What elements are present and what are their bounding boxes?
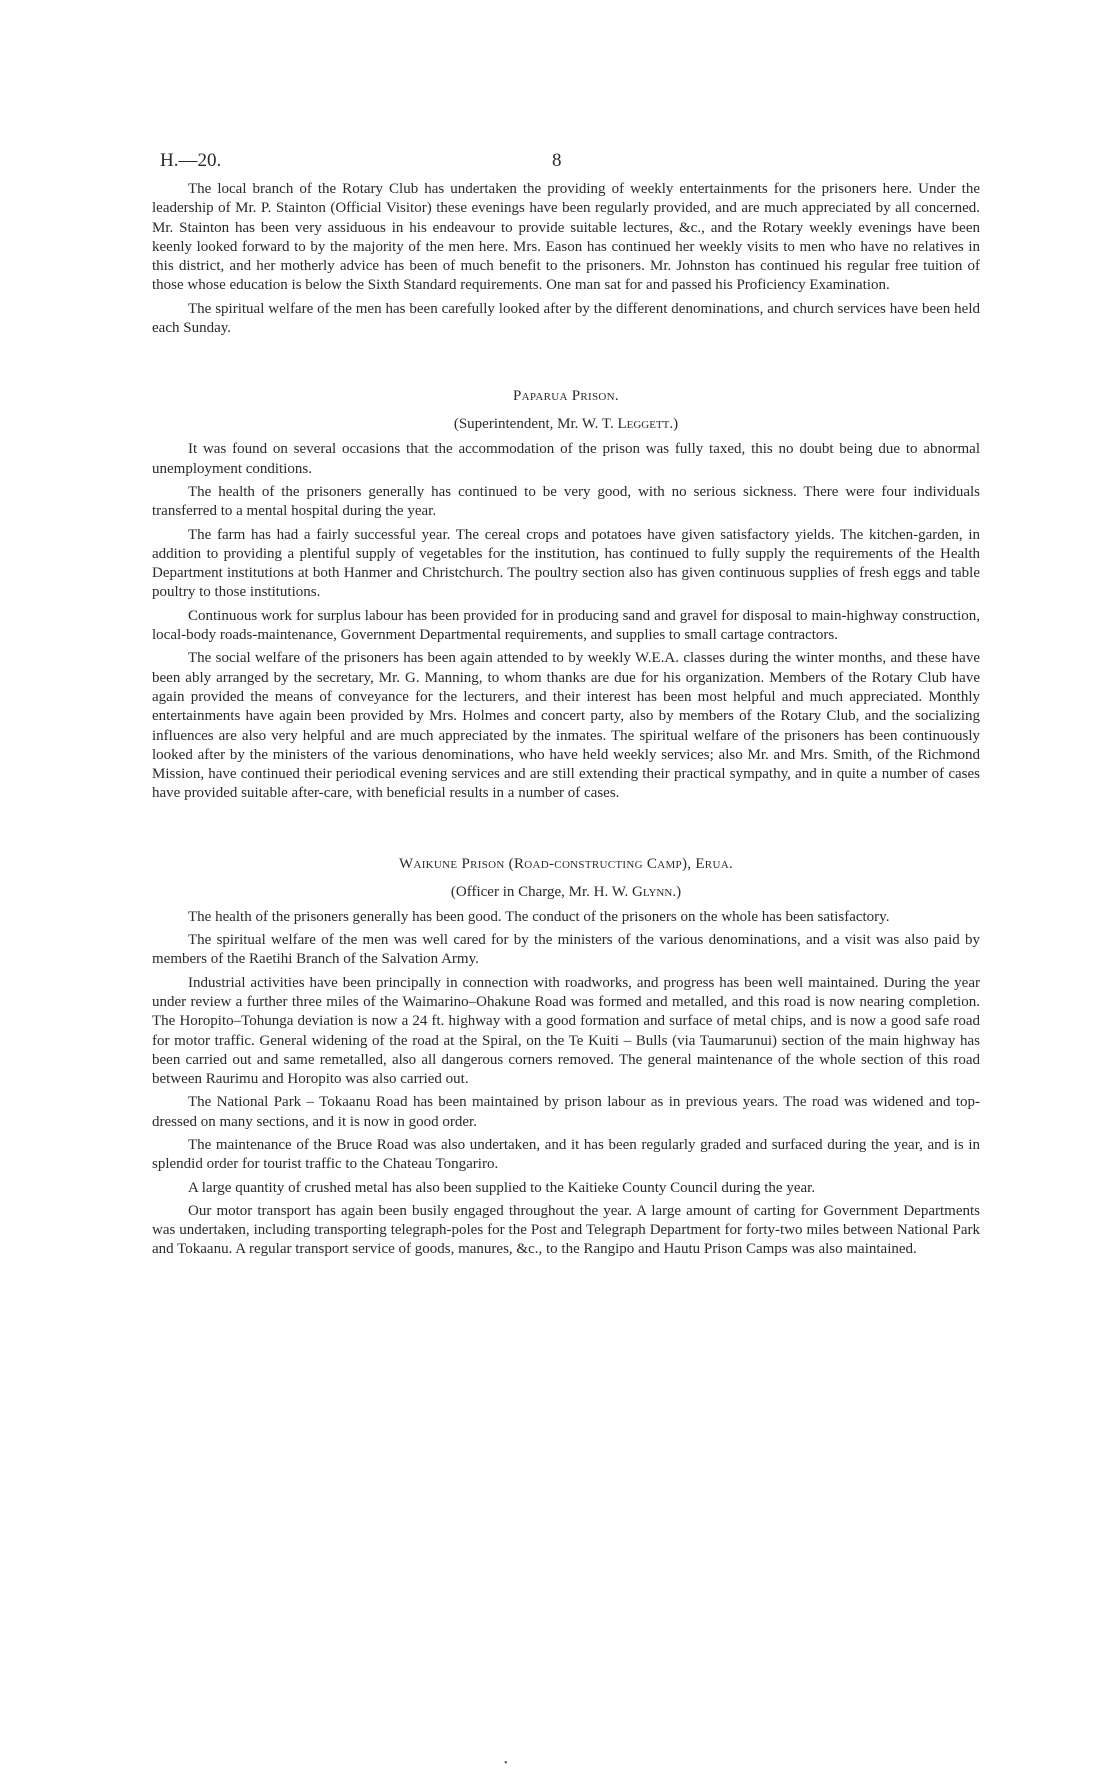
paragraph: The spiritual welfare of the men has been carefully looked after by the different denominations, and church services have been held each Sunday. [152,300,980,337]
print-mark: • [504,1758,508,1769]
section-subheading: (Officer in Charge, Mr. H. W. Glynn.) [450,883,682,900]
paragraph: The local branch of the Rotary Club has undertaken the providing of weekly entertainments for the prisoners here. Under the leadership of Mr. P. Stainton (Official Visitor) these evenings have been regularly provided, and are much appreciated by all concerned. Mr. Stainton has been very assiduous in his endeavour to provide suitable lectures, &c., and the Rotary weekly evenings have been keenly looked forward to by the majority of the men here. Mrs. Eason has continued her weekly visits to men who have no relatives in this district, and her motherly advice has been of much benefit to the prisoners. Mr. Johnston has continued his regular free tuition of those whose education is below the Sixth Standard requirements. One man sat for and passed his Proficiency Examination. [152,181,980,294]
section-heading: Paparua Prison. [513,388,619,405]
paragraph: Our motor transport has again been busily engaged throughout the year. A large amount of carting for Government Departments was undertaken, including transporting telegraph-poles for the Post and Telegraph Department for forty-two miles between National Park and Tokaanu. A regular transport service of goods, manures, &c., to the Rangipo and Hautu Prison Camps was also maintained. [152,1202,980,1258]
paragraph: The health of the prisoners generally has been good. The conduct of the prisoners on the whole has been satisfactory. [188,908,890,925]
section-heading: Waikune Prison (Road-constructing Camp), Erua. [399,855,733,872]
waikune-section [152,854,980,1260]
paparua-section [152,386,980,803]
document-reference: H.—20. [160,150,222,171]
paragraph: The social welfare of the prisoners has been again attended to by weekly W.E.A. classes during the winter months, and these have been ably arranged by the secretary, Mr. G. Manning, to whom thanks are due for his organization. Members of the Rotary Club have again provided the means of conveyance for the lecturers, and their interest has been most helpful and much appreciated. Monthly entertainments have again been provided by Mrs. Holmes and concert party, also by members of the Rotary Club, and the socializing influences are also very helpful and are much appreciated by the inmates. The spiritual welfare of the prisoners has been continuously looked after by the ministers of the various denominations, who have held weekly services; also Mr. and Mrs. Smith, of the Richmond Mission, have continued their periodical evening services and are still extending their practical sympathy, and in quite a number of cases have provided suitable after-care, with beneficial results in a number of cases. [152,650,980,802]
paragraph: The farm has had a fairly successful year. The cereal crops and potatoes have given satisfactory yields. The kitchen-garden, in addition to providing a plentiful supply of vegetables for the institution, has continued to fully supply the requirements of the Health Department institutions at both Hanmer and Christchurch. The poultry section also has given continuous supplies of fresh eggs and table poultry to those institutions. [152,526,980,601]
paragraph: The spiritual welfare of the men was well cared for by the ministers of the various denominations, and a visit was also paid by members of the Raetihi Branch of the Salvation Army. [152,932,980,968]
page-number: 8 [552,150,562,171]
paragraph: The maintenance of the Bruce Road was also undertaken, and it has been regularly graded and surfaced during the year, and is in splendid order for tourist traffic to the Chateau Tongariro. [152,1136,980,1173]
paragraph: Continuous work for surplus labour has been provided for in producing sand and gravel for disposal to main-highway construction, local-body roads-maintenance, Government Departmental requirements, and supplies to small cartage contractors. [152,607,980,644]
paragraph: A large quantity of crushed metal has also been supplied to the Kaitieke County Council during the year. [188,1179,816,1196]
intro-section [152,180,980,338]
page-header [152,150,980,180]
section-subheading: (Superintendent, Mr. W. T. Leggett.) [453,416,679,433]
paragraph: It was found on several occasions that the accommodation of the prison was fully taxed, this no doubt being due to abnormal unemployment conditions. [152,441,980,477]
paragraph: The health of the prisoners generally has continued to be very good, with no serious sickness. There were four individuals transferred to a mental hospital during the year. [152,483,980,520]
paragraph: The National Park – Tokaanu Road has been maintained by prison labour as in previous years. The road was widened and top-dressed on many sections, and it is now in good order. [152,1094,980,1130]
page-body [152,150,980,1264]
paragraph: Industrial activities have been principally in connection with roadworks, and progress has been well maintained. During the year under review a further three miles of the Waimarino–Ohakune Road was formed and metalled, and this road is now nearing completion. The Horopito–Tohunga deviation is now a 24 ft. highway with a good formation and surface of metal chips, and is now a good safe road for motor traffic. General widening of the road at the Spiral, on the Te Kuiti – Bulls (via Taumarunui) section of the main highway has been carried out and same remetalled, also all dangerous corners removed. The general maintenance of the whole section of this road between Raurimu and Horopito was also carried out. [152,974,980,1088]
